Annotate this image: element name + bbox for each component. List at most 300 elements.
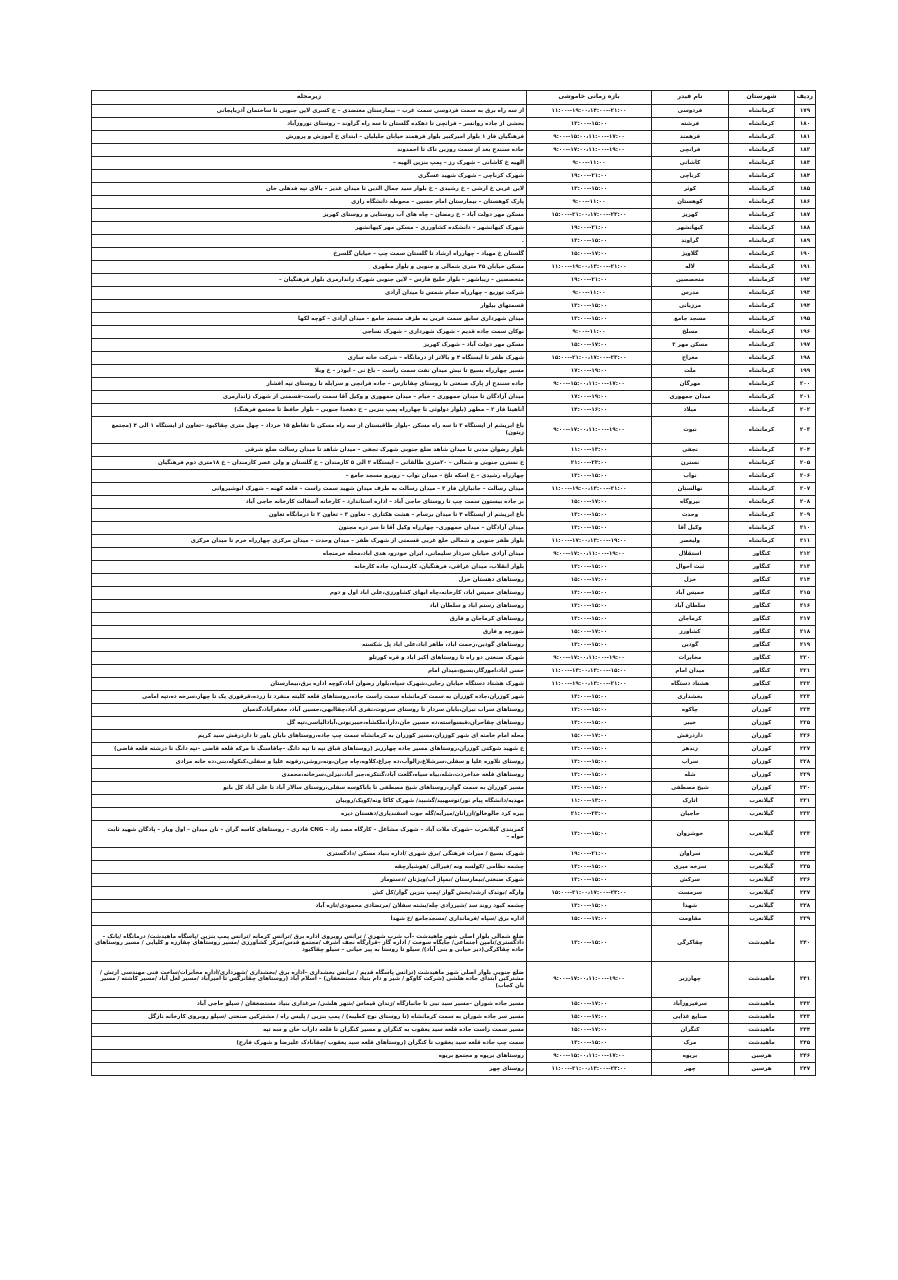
- feeder-cell: مسلخ: [652, 326, 729, 339]
- time-cell: ۱۵:۰۰--۱۳:۰۰: [527, 756, 652, 769]
- row-number-cell: ۲۳۳: [795, 821, 816, 848]
- table-header-row: [92, 91, 816, 105]
- time-cell: ۱۷:۰۰--۱۵:۰۰: [527, 730, 652, 743]
- row-number-cell: ۲۱۸: [795, 626, 816, 639]
- feeder-cell: صنایع غذایی: [652, 1011, 729, 1024]
- row-number-cell: ۲۰۷: [795, 483, 816, 496]
- city-cell: کرمانشاه: [729, 248, 795, 261]
- outage-schedule-page: [91, 90, 815, 1076]
- feeder-cell: شله: [652, 769, 729, 782]
- table-row: [92, 652, 816, 665]
- area-cell: جاده سنندج بعد از سمت روزبن تاک تا احمدوند: [92, 144, 527, 157]
- city-cell: کرمانشاه: [729, 105, 795, 118]
- area-cell: مسیر سمت راست جاده قلعه سید یعقوب به کنگران و مسیر کنگران تا قلعه داراب خان و سه تپه: [92, 1024, 527, 1037]
- table-row: [92, 535, 816, 548]
- row-number-cell: ۲۴۵: [795, 1037, 816, 1050]
- area-cell: مسیر جاده شوران –مسیر سید نبی تا جانبازگاه /زندان قیماس /شهر هلشی/ مرغداری بنیاد مستضعفان / سیلو حاجی آباد: [92, 998, 527, 1011]
- area-cell: میدان آزادگان تا میدان جمهوری – خیام – میدان جمهوری و وکیل آقا سمت راست–قسمتی از شهرک ژاندارمری: [92, 391, 527, 404]
- area-cell: .: [92, 235, 527, 248]
- time-cell: ۱۵:۰۰--۱۳:۰۰: [527, 691, 652, 704]
- city-cell: کرمانشاه: [729, 483, 795, 496]
- time-cell: ۱۷:۰۰--۱۵:۰۰: [527, 248, 652, 261]
- area-cell: روستاهای دهستان خزل: [92, 574, 527, 587]
- feeder-cell: مرک: [652, 1037, 729, 1050]
- city-cell: کوزران: [729, 704, 795, 717]
- feeder-cell: ملت: [652, 365, 729, 378]
- time-cell: ۱۱:۰۰--۹:۰۰: [527, 287, 652, 300]
- row-number-cell: ۲۱۳: [795, 561, 816, 574]
- table-row: [92, 600, 816, 613]
- time-cell: ۱۵:۰۰--۱۳:۰۰: [527, 926, 652, 962]
- area-cell: شهرک ظفر تا ایستگاه ۴ و بالاتر از درمانگاه – شرکت خانه سازی: [92, 352, 527, 365]
- area-cell: میدان آزادگان – میدان جمهوری– چهارراه وکیل آقا تا سر دره مجنون: [92, 522, 527, 535]
- time-cell: ۲۳:۰۰--۲۱:۰۰: [527, 457, 652, 470]
- table-row: [92, 861, 816, 874]
- feeder-cell: فردوسی: [652, 105, 729, 118]
- area-cell: خ نسترن جنوبی و شمالی – ۲۰متری طالقانی – ایستگاه ۲ الی ۵ کارمندان – خ گلستان و ولی عصر کارمندان – خ ۱۸متری دوم فرهنگیان: [92, 457, 527, 470]
- table-row: [92, 962, 816, 998]
- feeder-cell: سرخه میری: [652, 861, 729, 874]
- feeder-cell: نیروگاه: [652, 496, 729, 509]
- table-row: [92, 998, 816, 1011]
- table-row: [92, 730, 816, 743]
- city-cell: کرمانشاه: [729, 183, 795, 196]
- row-number-cell: ۲۳۰: [795, 782, 816, 795]
- row-number-cell: ۱۸۱: [795, 131, 816, 144]
- row-number-cell: ۲۰۲: [795, 404, 816, 417]
- area-cell: بلوار انقلاب، میدان عراقی، فرهنگیان، کارمندان، جاده کارخانه: [92, 561, 527, 574]
- city-cell: گیلانغرب: [729, 808, 795, 821]
- time-cell: ۱۵:۰۰--۱۳:۰۰: [527, 118, 652, 131]
- area-cell: روستای تلاوره علیا و سفلی،سرشلاغ،زالوآب،ده چراغ،کلاوه،چاه چران،ونه،روشن،رفونه علیا و سفلی،کنکوله،بنی،ده خانه مرادی: [92, 756, 527, 769]
- area-cell: مسکن خیابان ۴۵ متری شمالی و جنوبی و بلوار مطهری: [92, 261, 527, 274]
- feeder-cell: کهریز: [652, 209, 729, 222]
- city-cell: گیلانغرب: [729, 861, 795, 874]
- table-row: [92, 248, 816, 261]
- time-cell: ۱۵:۰۰--۱۳:۰۰: [527, 821, 652, 848]
- table-row: [92, 417, 816, 444]
- area-cell: از سه راه برق به سمت فردوسی سمت غرب – بیمارستان معتضدی – خ کسری لاین جنوبی تا ساختمان آذربایجانی: [92, 105, 527, 118]
- header-row-number: ردیف: [795, 91, 816, 105]
- feeder-cell: میدان امام: [652, 665, 729, 678]
- city-cell: کرمانشاه: [729, 261, 795, 274]
- city-cell: کنگاور: [729, 665, 795, 678]
- city-cell: کرمانشاه: [729, 131, 795, 144]
- table-row: [92, 144, 816, 157]
- city-cell: کوزران: [729, 691, 795, 704]
- area-cell: شهر کوزران،جاده کوزران به سمت کرمانشاه سمت راست جاده،روستاهای قلعه کلیته منفرد تا زرده،قرقوری یک تا چهار،سرخه ده،تپه امامی: [92, 691, 527, 704]
- area-cell: روستاهای خمیس اباد، کارخانه،چاه ابهای کشاورزی،علی اباد اول و دوم: [92, 587, 527, 600]
- row-number-cell: ۲۰۳: [795, 417, 816, 444]
- feeder-cell: مخابرات: [652, 652, 729, 665]
- table-row: [92, 313, 816, 326]
- time-cell: ۱۹:۰۰--۱۷:۰۰،۱۱:۰۰--۹:۰۰: [527, 652, 652, 665]
- table-row: [92, 404, 816, 417]
- table-row: [92, 848, 816, 861]
- feeder-cell: استقلال: [652, 548, 729, 561]
- area-cell: روستاهای رستم اباد و سلطان اباد: [92, 600, 527, 613]
- time-cell: ۱۶:۰۰--۱۴:۰۰: [527, 404, 652, 417]
- time-cell: ۱۵:۰۰--۱۳:۰۰: [527, 769, 652, 782]
- city-cell: کرمانشاه: [729, 339, 795, 352]
- city-cell: کرمانشاه: [729, 522, 795, 535]
- city-cell: هرسین: [729, 1063, 795, 1076]
- row-number-cell: ۲۱۲: [795, 548, 816, 561]
- table-row: [92, 782, 816, 795]
- row-number-cell: ۲۴۲: [795, 998, 816, 1011]
- area-cell: بلوار ظفر جنوبی و شمالی خلع غربی قسمتی از شهرک ظفر – میدان وحدت – میدان مرکزی چهارراه خرم تا میدان مرکزی: [92, 535, 527, 548]
- table-row: [92, 756, 816, 769]
- header-area: زیرمحله: [92, 91, 527, 105]
- area-cell: مسکن مهر دولت آباد – خ رمضان – چاه های آب روستایی و روستای کهریز: [92, 209, 527, 222]
- feeder-cell: گودین: [652, 639, 729, 652]
- time-cell: ۱۱:۰۰--۹:۰۰: [527, 326, 652, 339]
- table-row: [92, 522, 816, 535]
- area-cell: شهرک صنعتی/بیمارستان /بمپاژ آب/ویژنان /دستوماز: [92, 874, 527, 887]
- table-row: [92, 444, 816, 457]
- area-cell: چشمه کبود روند سد /شیرزادی چله/بشته سفلان /مرتضادی محمودی/تازه آباد: [92, 900, 527, 913]
- city-cell: کرمانشاه: [729, 378, 795, 391]
- row-number-cell: ۲۲۱: [795, 665, 816, 678]
- feeder-cell: مهرگان: [652, 378, 729, 391]
- row-number-cell: ۱۹۲: [795, 274, 816, 287]
- row-number-cell: ۲۲۲: [795, 678, 816, 691]
- city-cell: کرمانشاه: [729, 352, 795, 365]
- city-cell: کرمانشاه: [729, 144, 795, 157]
- feeder-cell: ولیعصر: [652, 535, 729, 548]
- row-number-cell: ۲۴۰: [795, 926, 816, 962]
- area-cell: مهدیه/دانشگاه پیام نور/توسهبید/گشبید/ شهرک کاکا ونه/کویک/روبیان: [92, 795, 527, 808]
- table-row: [92, 561, 816, 574]
- feeder-cell: داردرفش: [652, 730, 729, 743]
- area-cell: روستای چهر: [92, 1063, 527, 1076]
- table-row: [92, 170, 816, 183]
- area-cell: شهرک هشتاد دستگاه خیابان رجایی،شهرک سپاه،بلوار رضوان اباد،کوچه اداره برق،بیمارستان: [92, 678, 527, 691]
- area-cell: قسمتهای بیلوار: [92, 300, 527, 313]
- table-row: [92, 665, 816, 678]
- city-cell: کرمانشاه: [729, 170, 795, 183]
- city-cell: کرمانشاه: [729, 274, 795, 287]
- time-cell: ۱۷:۰۰--۱۵:۰۰: [527, 626, 652, 639]
- table-row: [92, 574, 816, 587]
- feeder-cell: فرشته: [652, 118, 729, 131]
- area-cell: روستاهای گودین،رحمت اباد، طاهر اباد،علی اباد پل شکسته: [92, 639, 527, 652]
- feeder-cell: هشتاد دستگاه: [652, 678, 729, 691]
- row-number-cell: ۲۴۷: [795, 1063, 816, 1076]
- table-row: [92, 887, 816, 900]
- city-cell: کنگاور: [729, 561, 795, 574]
- time-cell: ۲۱:۰۰--۱۹:۰۰: [527, 274, 652, 287]
- time-cell: ۲۳:۰۰--۲۱:۰۰: [527, 808, 652, 821]
- area-cell: فرهنگیان فاز ۱ بلوار امیرکبیر بلوار فرهمند خیابان جلیلیان – ابتدای خ آموزش و پرورش: [92, 131, 527, 144]
- time-cell: ۱۵:۰۰--۱۳:۰۰: [527, 183, 652, 196]
- feeder-cell: نجفی: [652, 444, 729, 457]
- time-cell: ۲۳:۰۰--۲۱:۰۰،۱۷:۰۰--۱۵:۰۰: [527, 209, 652, 222]
- table-row: [92, 769, 816, 782]
- area-cell: روستاهای سراب نیران،بابان سردار تا روستای سرتوت،نفری آباد،چقاابهی،حسین آباد، جعفرآباد،گدمیان: [92, 704, 527, 717]
- row-number-cell: ۲۱۴: [795, 574, 816, 587]
- table-row: [92, 287, 816, 300]
- time-cell: ۱۵:۰۰--۱۳:۰۰: [527, 743, 652, 756]
- feeder-cell: کنگران: [652, 1024, 729, 1037]
- city-cell: کرمانشاه: [729, 326, 795, 339]
- row-number-cell: ۱۹۸: [795, 352, 816, 365]
- feeder-cell: معراج: [652, 352, 729, 365]
- city-cell: کرمانشاه: [729, 196, 795, 209]
- header-feeder: نام فیدر: [652, 91, 729, 105]
- row-number-cell: ۲۲۸: [795, 756, 816, 769]
- area-cell: روستاهای قلعه خداخردت،شله،بیاه سیاه،گلعت آباد،گنتکره،جبر آباد،نیرلی،سرخانه،محمدی: [92, 769, 527, 782]
- area-cell: شهرک بسیج / میراث فرهنگی /برق شهری /اداره بنیاد مسکن /دادگستری: [92, 848, 527, 861]
- time-cell: ۱۷:۰۰--۱۵:۰۰: [527, 1024, 652, 1037]
- feeder-cell: خمیس آباد: [652, 587, 729, 600]
- feeder-cell: سراب: [652, 756, 729, 769]
- city-cell: کرمانشاه: [729, 496, 795, 509]
- feeder-cell: مدرس: [652, 287, 729, 300]
- table-body: [92, 105, 816, 1076]
- area-cell: محله امام خامنه ای شهر کوزران،مسیر کوزران به کرمانشاه سمت چپ جاده،روستاهای بابان یاور تا داردرفش سید کریم: [92, 730, 527, 743]
- table-row: [92, 691, 816, 704]
- area-cell: آناهیتا فاز ۲ – مطهر (بلوار دولوئی تا چهارراه پمپ بنزین – خ دهخدا جنوبی – بلوار حافظ تا مجتمع فرهنگ): [92, 404, 527, 417]
- table-row: [92, 626, 816, 639]
- table-row: [92, 743, 816, 756]
- time-cell: ۱۵:۰۰--۱۳:۰۰: [527, 235, 652, 248]
- table-row: [92, 470, 816, 483]
- table-row: [92, 509, 816, 522]
- table-row: [92, 913, 816, 926]
- table-row: [92, 1050, 816, 1063]
- row-number-cell: ۱۹۴: [795, 300, 816, 313]
- time-cell: ۱۹:۰۰--۱۷:۰۰: [527, 365, 652, 378]
- table-row: [92, 1063, 816, 1076]
- feeder-cell: فرانچی: [652, 144, 729, 157]
- city-cell: کنگاور: [729, 600, 795, 613]
- row-number-cell: ۲۲۰: [795, 652, 816, 665]
- feeder-cell: سلطان آباد: [652, 600, 729, 613]
- city-cell: کوزران: [729, 743, 795, 756]
- table-row: [92, 639, 816, 652]
- table-row: [92, 900, 816, 913]
- feeder-cell: چقاکرگی: [652, 926, 729, 962]
- row-number-cell: ۲۳۸: [795, 900, 816, 913]
- row-number-cell: ۲۰۱: [795, 391, 816, 404]
- table-row: [92, 483, 816, 496]
- time-cell: ۱۷:۰۰--۱۵:۰۰: [527, 913, 652, 926]
- table-row: [92, 222, 816, 235]
- row-number-cell: ۲۲۶: [795, 730, 816, 743]
- time-cell: ۱۵:۰۰--۱۳:۰۰: [527, 782, 652, 795]
- feeder-cell: وکیل آقا: [652, 522, 729, 535]
- time-cell: ۱۳:۰۰--۱۱:۰۰: [527, 444, 652, 457]
- table-row: [92, 300, 816, 313]
- table-row: [92, 326, 816, 339]
- time-cell: ۱۵:۰۰--۱۳:۰۰: [527, 900, 652, 913]
- table-row: [92, 926, 816, 962]
- city-cell: کرمانشاه: [729, 509, 795, 522]
- area-cell: روستاهای چقاحران،قبسواسته،ده حسین خان،دارا،ملکشاه،خیبرنوتی،آبادالیاسی،تپه گل: [92, 717, 527, 730]
- city-cell: کرمانشاه: [729, 235, 795, 248]
- time-cell: ۱۹:۰۰--۱۷:۰۰،۱۱:۰۰--۹:۰۰: [527, 144, 652, 157]
- time-cell: ۲۱:۰۰--۱۹:۰۰: [527, 222, 652, 235]
- area-cell: حسن اباد،اموزگار،بسیج،میدان امام: [92, 665, 527, 678]
- area-cell: مسیر چهارراه بسیج تا نبش میدان نفت سمت راست – باغ نی – ابوذر – خ وبلا: [92, 365, 527, 378]
- area-cell: بیره کرد خالوخالو/ازرانان/میرآبه/گله جوب اسفندیاری/دهستان دیره: [92, 808, 527, 821]
- city-cell: ماهیدشت: [729, 1037, 795, 1050]
- row-number-cell: ۱۹۵: [795, 313, 816, 326]
- row-number-cell: ۱۹۹: [795, 365, 816, 378]
- outage-schedule-table: [91, 90, 816, 1076]
- feeder-cell: اتارک: [652, 795, 729, 808]
- time-cell: ۱۷:۰۰--۱۵:۰۰: [527, 574, 652, 587]
- feeder-cell: مقاومت: [652, 913, 729, 926]
- area-cell: وارگه /بوندک ارشد/بخش گوار /پمپ بنزین گوار/کل کش: [92, 887, 527, 900]
- table-row: [92, 183, 816, 196]
- city-cell: ماهیدشت: [729, 926, 795, 962]
- time-cell: ۱۷:۰۰--۱۵:۰۰،۱۱:۰۰--۹:۰۰: [527, 131, 652, 144]
- row-number-cell: ۱۸۰: [795, 118, 816, 131]
- feeder-cell: سرکش: [652, 874, 729, 887]
- table-row: [92, 131, 816, 144]
- feeder-cell: نهالستان: [652, 483, 729, 496]
- row-number-cell: ۲۳۵: [795, 861, 816, 874]
- time-cell: ۱۵:۰۰--۱۳:۰۰: [527, 1037, 652, 1050]
- table-row: [92, 365, 816, 378]
- row-number-cell: ۱۸۹: [795, 235, 816, 248]
- time-cell: ۱۷:۰۰--۱۵:۰۰: [527, 339, 652, 352]
- time-cell: ۲۳:۰۰--۲۱:۰۰،۱۳:۰۰--۱۱:۰۰: [527, 1063, 652, 1076]
- table-row: [92, 235, 816, 248]
- feeder-cell: شیخ مصطفی: [652, 782, 729, 795]
- time-cell: ۱۵:۰۰--۱۳:۰۰: [527, 613, 652, 626]
- area-cell: اداره برق /سپاه /فرمانداری /مسجدجامع /خ شهدا: [92, 913, 527, 926]
- feeder-cell: گراوند: [652, 235, 729, 248]
- city-cell: کرمانشاه: [729, 222, 795, 235]
- row-number-cell: ۱۸۵: [795, 183, 816, 196]
- table-row: [92, 339, 816, 352]
- feeder-cell: خزل: [652, 574, 729, 587]
- feeder-cell: حاجیان: [652, 808, 729, 821]
- feeder-cell: کشاورز: [652, 626, 729, 639]
- area-cell: خ شهید شوکتی کوزران،روستاهای مسیر جاده چهارزبر (روستاهای قباق تپه تا تپه دانگ –چاقاسنگ تا مرکه قلعه قاضی –تپه دانگ تا درشته قلعه قاضی): [92, 743, 527, 756]
- table-row: [92, 378, 816, 391]
- area-cell: ضلع جنوبی بلوار اصلی شهر ماهیدشت (ترانس پاسگاه قدیم / ترانس بخشداری –اداره برق /بخشداری /شهرداری/اداره مخابرات/ساخت فنی مهندسی ارتش / مشترکین ابتدای جاده هلشی (شرکت کاوکو / شیر و دام بنیاد مستضعفان) – اسلام آباد (روستاهای چقانرگس تا امیرآباد /مسیر لعل آباد /مسیر کاشته / مسیر بان کجاب): [92, 962, 527, 998]
- area-cell: شهرک صنعتی دو راه تا روستاهای اکبر اباد و قره کورتلو: [92, 652, 527, 665]
- feeder-cell: نسترن: [652, 457, 729, 470]
- feeder-cell: سراوان: [652, 848, 729, 861]
- feeder-cell: کرناچی: [652, 170, 729, 183]
- city-cell: کوزران: [729, 782, 795, 795]
- area-cell: نوکان سمت جاده قدیم – شهرک شهرداری – شهرک نساجی: [92, 326, 527, 339]
- feeder-cell: خیبر: [652, 717, 729, 730]
- table-row: [92, 613, 816, 626]
- feeder-cell: ثبت احوال: [652, 561, 729, 574]
- row-number-cell: ۲۲۵: [795, 717, 816, 730]
- city-cell: کوزران: [729, 717, 795, 730]
- time-cell: ۱۵:۰۰--۱۳:۰۰: [527, 600, 652, 613]
- row-number-cell: ۲۴۶: [795, 1050, 816, 1063]
- city-cell: کرمانشاه: [729, 287, 795, 300]
- time-cell: ۱۵:۰۰--۱۳:۰۰: [527, 704, 652, 717]
- row-number-cell: ۱۹۳: [795, 287, 816, 300]
- row-number-cell: ۲۲۳: [795, 691, 816, 704]
- row-number-cell: ۲۳۹: [795, 913, 816, 926]
- row-number-cell: ۲۲۷: [795, 743, 816, 756]
- area-cell: الهیه خ کاشانی – شهرک رز – پمپ بنزین الهیه –: [92, 157, 527, 170]
- feeder-cell: گلاویژ: [652, 248, 729, 261]
- row-number-cell: ۱۷۹: [795, 105, 816, 118]
- time-cell: ۲۳:۰۰--۲۱:۰۰،۱۷:۰۰--۱۵:۰۰: [527, 887, 652, 900]
- row-number-cell: ۲۰۰: [795, 378, 816, 391]
- feeder-cell: مرزبانی: [652, 300, 729, 313]
- table-row: [92, 808, 816, 821]
- area-cell: لاین غربی خ ارشی – خ رشیدی – خ بلوار سید جمال الدین تا میدان غدیر – بالای تپه فدهلی خان: [92, 183, 527, 196]
- time-cell: ۱۷:۰۰--۱۵:۰۰: [527, 496, 652, 509]
- feeder-cell: خوشروان: [652, 821, 729, 848]
- row-number-cell: ۱۹۶: [795, 326, 816, 339]
- feeder-cell: کوهستان: [652, 196, 729, 209]
- table-row: [92, 105, 816, 118]
- feeder-cell: مسجد جامع: [652, 313, 729, 326]
- area-cell: بخشی از جاده روانسر – فرانچی تا دهکده گلستان تا سه راه گراوند – روستای نوروزآباد: [92, 118, 527, 131]
- feeder-cell: چهر: [652, 1063, 729, 1076]
- row-number-cell: ۲۲۹: [795, 769, 816, 782]
- time-cell: ۱۷:۰۰--۱۵:۰۰: [527, 1011, 652, 1024]
- row-number-cell: ۲۰۴: [795, 444, 816, 457]
- city-cell: ماهیدشت: [729, 1011, 795, 1024]
- city-cell: کرمانشاه: [729, 535, 795, 548]
- time-cell: ۱۱:۰۰--۹:۰۰: [527, 157, 652, 170]
- time-cell: ۱۵:۰۰--۱۳:۰۰: [527, 717, 652, 730]
- city-cell: کرمانشاه: [729, 313, 795, 326]
- area-cell: بر جاده بیستون سمت چپ تا روستای حاجی آباد – اداره استاندارد – کارخانه آسفالت کارخانه حاجی آباد: [92, 496, 527, 509]
- row-number-cell: ۲۳۲: [795, 808, 816, 821]
- row-number-cell: ۱۹۰: [795, 248, 816, 261]
- table-row: [92, 209, 816, 222]
- city-cell: گیلانغرب: [729, 874, 795, 887]
- feeder-cell: کوثر: [652, 183, 729, 196]
- table-row: [92, 795, 816, 808]
- feeder-cell: نواب: [652, 470, 729, 483]
- area-cell: میدان شهرداری سابق سمت غربی به طرف مسجد جامع – میدان آزادی – کوچه لکها: [92, 313, 527, 326]
- time-cell: ۲۱:۰۰--۱۹:۰۰،۱۳:۰۰--۱۱:۰۰: [527, 261, 652, 274]
- time-cell: ۱۹:۰۰--۱۷:۰۰،۱۳:۰۰--۱۱:۰۰: [527, 535, 652, 548]
- city-cell: کوزران: [729, 756, 795, 769]
- time-cell: ۲۱:۰۰--۱۹:۰۰،۱۴:۰۰--۱۱:۰۰: [527, 105, 652, 118]
- row-number-cell: ۲۴۴: [795, 1024, 816, 1037]
- time-cell: ۲۱:۰۰--۱۹:۰۰: [527, 170, 652, 183]
- area-cell: بلوار رضوان مدنی تا میدان شاهد ضلع جنوبی شهرک نجفی – میدان شاهد تا میدان رسالت ضلع شرقی: [92, 444, 527, 457]
- area-cell: ضلع شمالی بلوار اصلی شهر ماهیدشت –آب شرب شهری / ترانس روبروی اداره برق /ترانس کرمانه /ترانس پمپ بنزین /پاسگاه ماهیدشت/ درمانگاه /بانک – دادگستری/تامین اجتماعی/ جایگاه سوخت / اداره گاز –قرارگاه نجف اشرف /مجتمع قدس/مرکز کشاورزی /مسیر روستاهای چقارزه و کلیایی / مسیر روستاهای جاده چقاکرگی(دیر خیانی و بنی آباد)/ سیلو تا روستا به پیر خیانی – سیلو چقاکبود: [92, 926, 527, 962]
- time-cell: ۱۱:۰۰--۹:۰۰: [527, 196, 652, 209]
- city-cell: هرسین: [729, 1050, 795, 1063]
- row-number-cell: ۲۰۸: [795, 496, 816, 509]
- row-number-cell: ۲۰۹: [795, 509, 816, 522]
- feeder-cell: وحدت: [652, 509, 729, 522]
- feeder-cell: بخشداری: [652, 691, 729, 704]
- city-cell: کنگاور: [729, 587, 795, 600]
- time-cell: ۱۷:۰۰--۱۵:۰۰،۱۱:۰۰--۹:۰۰: [527, 1050, 652, 1063]
- area-cell: مسکن مهر دولت آباد – شهرک کهریز: [92, 339, 527, 352]
- table-row: [92, 717, 816, 730]
- time-cell: ۲۳:۰۰--۲۱:۰۰،۱۷:۰۰--۱۵:۰۰: [527, 352, 652, 365]
- table-row: [92, 261, 816, 274]
- area-cell: سمت چپ جاده قلعه سید یعقوب تا کنگران (روستاهای قلعه سید یعقوب /چقانادک علیرضا و شهرک فارج): [92, 1037, 527, 1050]
- feeder-cell: فرهمند: [652, 131, 729, 144]
- area-cell: باغ ابریشم از ایستگاه ۴ تا میدان برسام – هشت هکتاری – تعاون ۳ – تعاون ۲ تا درمانگاه تعاون: [92, 509, 527, 522]
- time-cell: ۱۹:۰۰--۱۷:۰۰،۱۱:۰۰--۹:۰۰: [527, 417, 652, 444]
- row-number-cell: ۲۰۵: [795, 457, 816, 470]
- row-number-cell: ۲۱۱: [795, 535, 816, 548]
